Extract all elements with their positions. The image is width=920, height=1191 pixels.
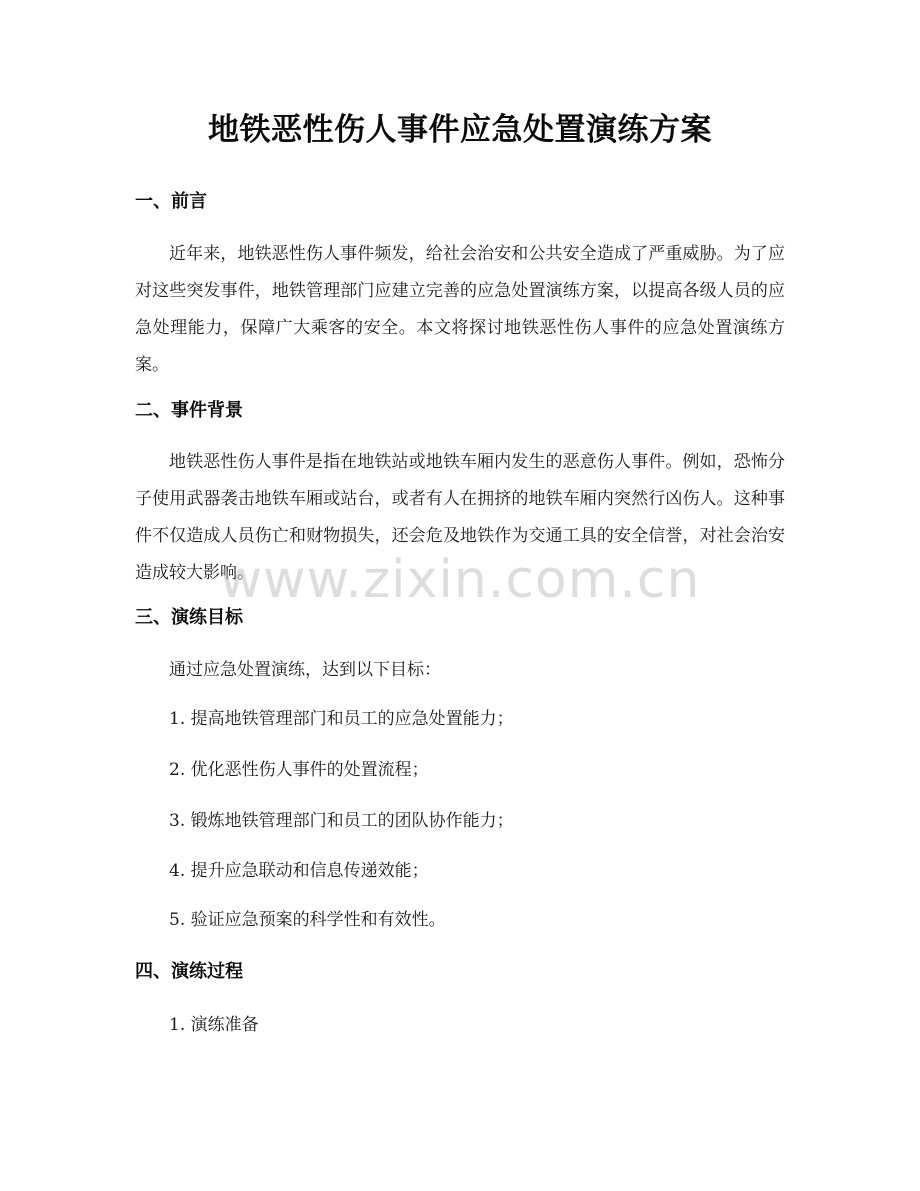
goal-item: 5. 验证应急预案的科学性和有效性。	[169, 910, 446, 930]
section-paragraph-background: 地铁恶性伤人事件是指在地铁站或地铁车厢内发生的恶意伤人事件。例如，恐怖分子使用武器袭击地铁车厢或站台，或者有人在拥挤的地铁车厢内突然行凶伤人。这种事件不仅造成人员伤亡和财物损失，还会危及地铁作为交通工具的安全信誉，对社会治安造成较大影响。	[135, 452, 785, 583]
goal-item: 4. 提升应急联动和信息传递效能；	[169, 861, 429, 881]
goal-item: 2. 优化恶性伤人事件的处置流程；	[169, 760, 429, 780]
section-heading-process: 四、演练过程	[135, 961, 243, 982]
goals-intro: 通过应急处置演练，达到以下目标：	[169, 660, 441, 680]
section-heading-preface: 一、前言	[135, 191, 207, 212]
document-title: 地铁恶性伤人事件应急处置演练方案	[208, 112, 712, 148]
goal-item: 1. 提高地铁管理部门和员工的应急处置能力；	[169, 709, 514, 729]
goal-item: 3. 锻炼地铁管理部门和员工的团队协作能力；	[169, 811, 514, 831]
process-item: 1. 演练准备	[169, 1015, 259, 1035]
section-heading-goals: 三、演练目标	[135, 607, 243, 628]
section-paragraph-preface: 近年来，地铁恶性伤人事件频发，给社会治安和公共安全造成了严重威胁。为了应对这些突发事件，地铁管理部门应建立完善的应急处置演练方案，以提高各级人员的应急处理能力，保障广大乘客的安全。本文将探讨地铁恶性伤人事件的应急处置演练方案。	[135, 244, 785, 375]
watermark: www.zixin.com.cn	[219, 550, 701, 610]
section-heading-background: 二、事件背景	[135, 400, 243, 421]
